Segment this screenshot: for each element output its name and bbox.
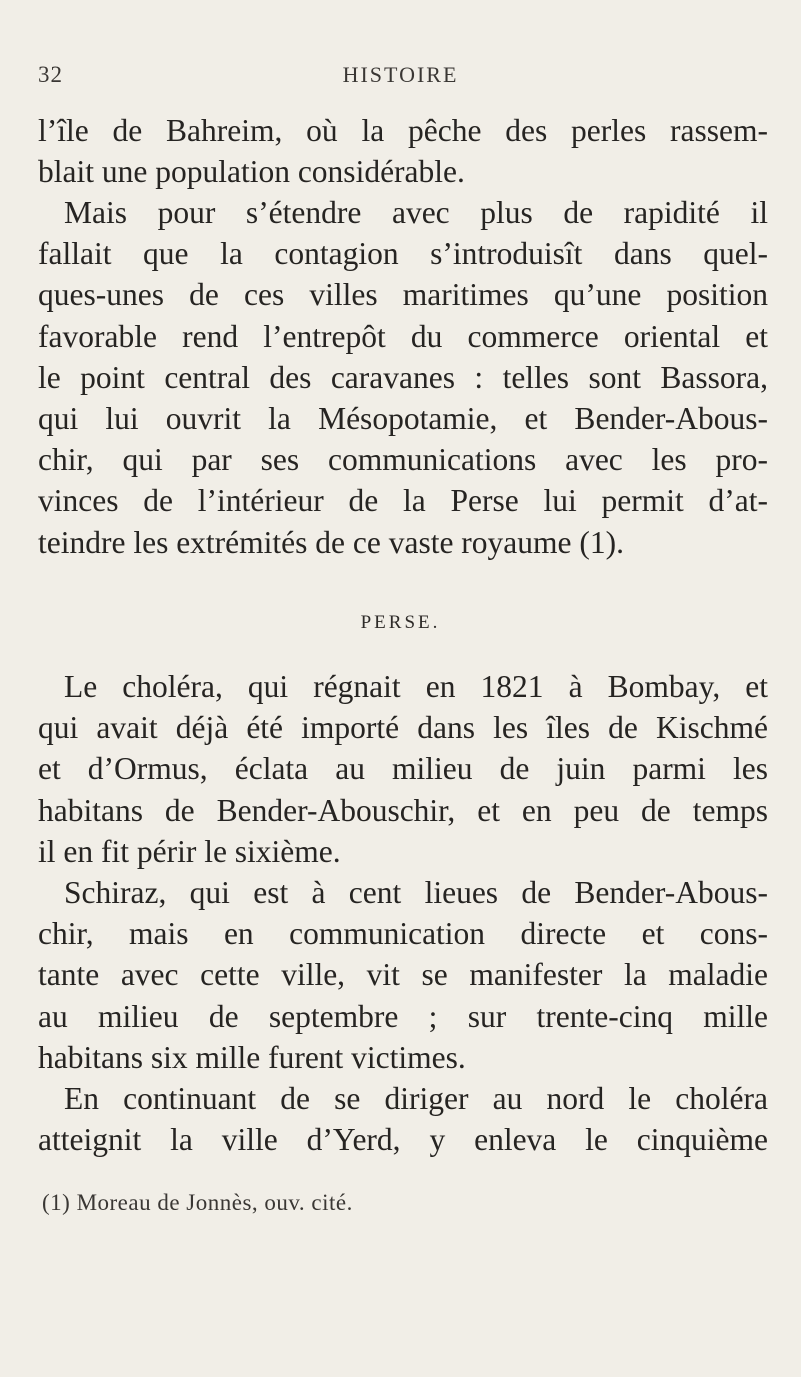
text-line: En continuant de se diriger au nord le choléra	[64, 1081, 768, 1116]
text-line: l’île de Bahreim, où la pêche des perles rassem-	[38, 113, 768, 148]
paragraph	[38, 1078, 768, 1160]
text-line: et d’Ormus, éclata au milieu de juin parmi les	[38, 751, 768, 787]
text-line: chir, qui par ses communications avec les pro-	[38, 442, 768, 478]
text-line: fallait que la contagion s’introduisît dans quel-	[38, 236, 768, 272]
text-line: habitans six mille furent victimes.	[38, 1039, 466, 1075]
text-line: ques-unes de ces villes maritimes qu’une position	[38, 277, 768, 313]
footnote: (1) Moreau de Jonnès, ouv. cité.	[42, 1190, 353, 1215]
running-head	[0, 62, 801, 92]
running-title: HISTOIRE	[342, 62, 459, 87]
paragraph	[38, 872, 768, 1078]
text-line: habitans de Bender-Abouschir, et en peu de temps	[38, 792, 768, 828]
text-line: tante avec cette ville, vit se manifester la maladie	[38, 957, 768, 993]
section-heading: PERSE.	[360, 612, 441, 633]
text-line: qui avait déjà été importé dans les îles de Kischmé	[38, 710, 768, 746]
text-line: il en fit périr le sixième.	[38, 833, 341, 869]
text-line: chir, mais en communication directe et cons-	[38, 916, 768, 952]
text-line: Schiraz, qui est à cent lieues de Bender-Abous-	[64, 875, 768, 910]
text-line: teindre les extrémités de ce vaste royaume (1).	[38, 524, 624, 560]
page-number: 32	[38, 62, 63, 87]
text-line: blait une population considérable.	[38, 154, 465, 190]
text-line: au milieu de septembre ; sur trente-cinq mille	[38, 998, 768, 1034]
paragraph	[38, 666, 768, 872]
paragraph-continuation	[38, 110, 768, 192]
text-line: le point central des caravanes : telles sont Bassora,	[38, 359, 768, 395]
text-line: favorable rend l’entrepôt du commerce oriental et	[38, 318, 768, 354]
text-line: qui lui ouvrit la Mésopotamie, et Bender-Abous-	[38, 400, 768, 436]
paragraph	[38, 192, 768, 563]
text-line: atteignit la ville d’Yerd, y enleva le cinquième	[38, 1122, 768, 1158]
text-line: Le choléra, qui régnait en 1821 à Bombay, et	[64, 669, 768, 704]
text-line: vinces de l’intérieur de la Perse lui permit d’at-	[38, 483, 768, 519]
text-line: Mais pour s’étendre avec plus de rapidité il	[64, 195, 768, 230]
